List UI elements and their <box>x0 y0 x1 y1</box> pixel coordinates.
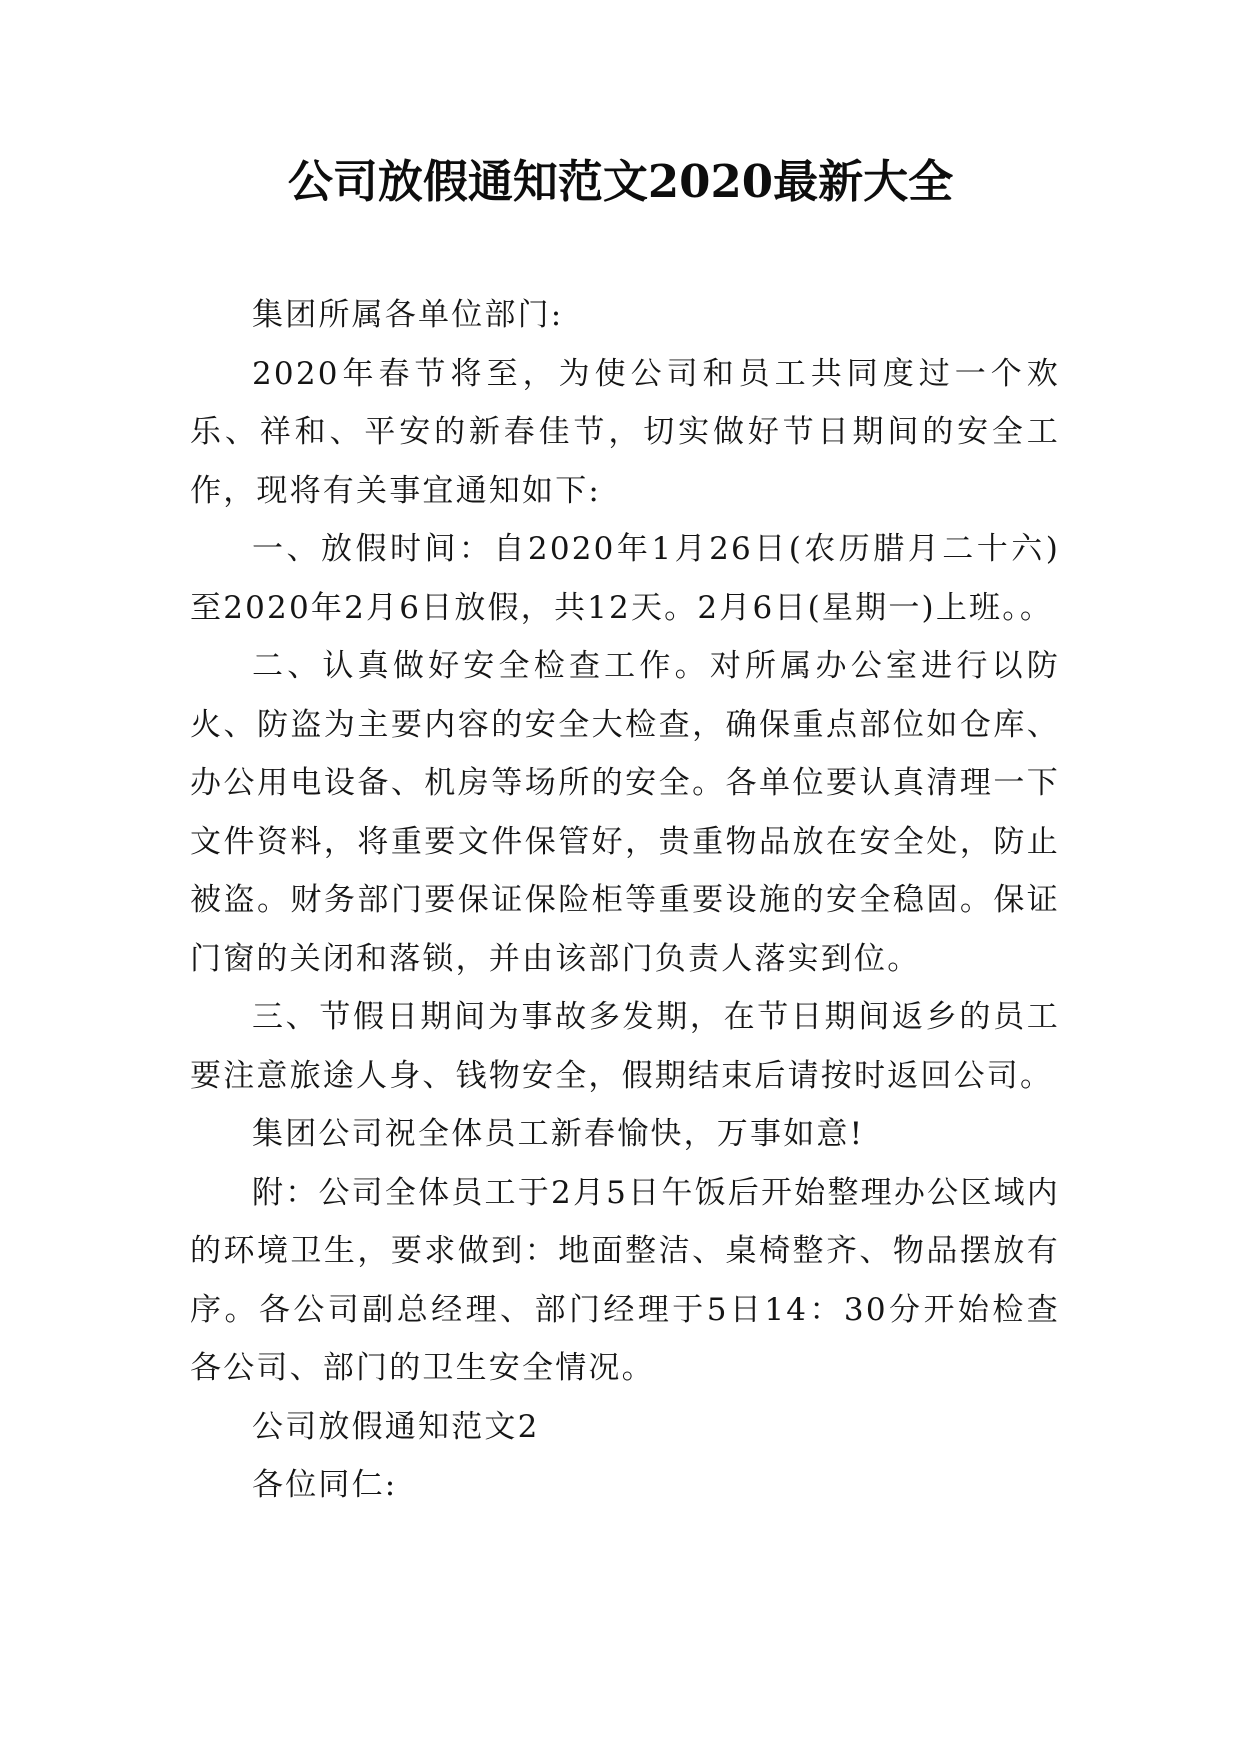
paragraph-appendix: 附：公司全体员工于2月5日午饭后开始整理办公区域内的环境卫生，要求做到：地面整洁、桌椅整齐、物品摆放有序。各公司副总经理、部门经理于5日14：30分开始检查各公司、部门的卫生安全情况。 <box>190 1174 1060 1386</box>
paragraph-holiday-time: 一、放假时间：自2020年1月26日(农历腊月二十六)至2020年2月6日放假，共12天。2月6日(星期一)上班。。 <box>190 531 1060 626</box>
document-title: 公司放假通知范文2020最新大全 <box>287 155 954 208</box>
paragraph-greeting: 集团公司祝全体员工新春愉快，万事如意! <box>252 1116 865 1152</box>
paragraph-sample-2-heading: 公司放假通知范文2 <box>252 1408 540 1445</box>
paragraph-salutation: 集团所属各单位部门: <box>252 297 564 333</box>
document-body <box>190 286 1060 1515</box>
paragraph-intro: 2020年春节将至，为使公司和员工共同度过一个欢乐、祥和、平安的新春佳节，切实做好节日期间的安全工作，现将有关事宜通知如下: <box>190 355 1060 509</box>
paragraph-sample-2-salutation: 各位同仁: <box>252 1467 398 1503</box>
paragraph-travel-safety: 三、节假日期间为事故多发期，在节日期间返乡的员工要注意旅途人身、钱物安全，假期结束后请按时返回公司。 <box>190 999 1060 1094</box>
paragraph-safety-check: 二、认真做好安全检查工作。对所属办公室进行以防火、防盗为主要内容的安全大检查，确保重点部位如仓库、办公用电设备、机房等场所的安全。各单位要认真清理一下文件资料，将重要文件保管好，贵重物品放在安全处，防止被盗。财务部门要保证保险柜等重要设施的安全稳固。保证门窗的关闭和落锁，并由该部门负责人落实到位。 <box>190 648 1060 977</box>
